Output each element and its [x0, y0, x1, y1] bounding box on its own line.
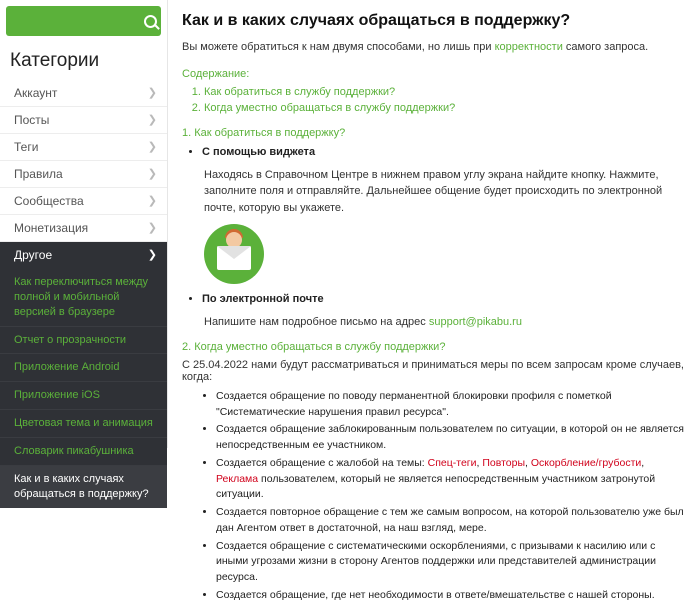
intro-paragraph: [182, 40, 686, 56]
toc-item[interactable]: [204, 100, 686, 117]
sidebar-subitem-glossary[interactable]: Словарик пикабушника: [0, 438, 167, 466]
rule-item: • Создается обращение с жалобой на темы: Спец-теги, Повторы, Оскорбление/грубости, Реклама пользователем, который не является непосредственным участником затронутой ситуации.: [216, 456, 686, 503]
toc-title: Содержание:: [182, 67, 250, 80]
sub-item-list: [0, 269, 167, 508]
rule-highlight: Спец-теги: [427, 456, 477, 469]
rule-item: • Создается повторное обращение с тем же самым вопросом, на которой пользователю уже был дан Агентом ответ в достаточной, на наш взгляд, мере.: [216, 505, 686, 537]
article-content: [168, 0, 700, 601]
search-button[interactable]: [139, 6, 161, 36]
rule-item: • Создается обращение, где нет необходимости в ответе/вмешательстве с нашей стороны.: [216, 588, 686, 604]
sidebar-item-other[interactable]: [0, 242, 167, 269]
rule-item: • Создается обращение по поводу перманентной блокировки профиля с пометкой "Систематические нарушения правил ресурса".: [216, 389, 686, 421]
envelope-icon: [217, 246, 251, 270]
bullet-widget: • С помощью виджета: [202, 145, 686, 161]
email-text-before: Напишите нам подробное письмо на адрес: [204, 316, 429, 329]
chevron-right-icon: ❯: [147, 194, 157, 207]
sidebar-item-monetization[interactable]: [0, 215, 167, 242]
chevron-right-icon: ❯: [147, 221, 157, 234]
support-widget-illustration: [204, 224, 264, 284]
search-icon: [144, 15, 157, 28]
intro-text-before: Вы можете обратиться к нам двумя способами, но лишь при: [182, 41, 495, 53]
chevron-right-icon: ❯: [147, 167, 157, 180]
sidebar-item-label: Посты: [14, 113, 50, 127]
sidebar-subitem-transparency-report[interactable]: Отчет о прозрачности: [0, 327, 167, 355]
rules-list: [182, 389, 686, 604]
sidebar-subitem-switch-version[interactable]: Как переключиться между полной и мобильной версией в браузере: [0, 269, 167, 327]
intro-text-after: самого запроса.: [562, 41, 649, 53]
policy-date-line: С 25.04.2022 нами будут рассматриваться и приниматься меры по всем запросам кроме случаев, когда:: [182, 358, 684, 383]
sidebar-subitem-contact-support[interactable]: Как и в каких случаях обращаться в поддержку?: [0, 466, 167, 509]
sidebar-item-label: Аккаунт: [14, 86, 58, 100]
widget-paragraph: Находясь в Справочном Центре в нижнем правом углу экрана найдите кнопку. Нажмите, заполните поля и отправляйте. Дальнейшее общение будет происходить по электронной почте, которую вы укажете.: [204, 168, 663, 214]
sidebar-item-rules[interactable]: [0, 161, 167, 188]
chevron-right-icon: ❯: [147, 140, 157, 153]
chevron-right-icon: ❯: [147, 86, 157, 99]
page-title: Как и в каких случаях обращаться в поддержку?: [182, 12, 571, 29]
correctness-link[interactable]: корректности: [494, 41, 563, 53]
search-input[interactable]: [14, 13, 139, 29]
support-email-link[interactable]: support@pikabu.ru: [428, 316, 522, 329]
section-1-heading: 1. Как обратиться в поддержку?: [182, 126, 346, 139]
category-list: [0, 80, 167, 269]
table-of-contents: [182, 84, 686, 117]
sidebar-item-label: Сообщества: [14, 194, 84, 208]
sidebar-item-communities[interactable]: [0, 188, 167, 215]
sidebar-item-label: Монетизация: [14, 221, 89, 235]
sidebar-subitem-android-app[interactable]: Приложение Android: [0, 354, 167, 382]
sidebar-item-label: Другое: [14, 248, 53, 262]
email-paragraph: [204, 314, 686, 331]
rule-item: • Создается обращение заблокированным пользователем по ситуации, в которой он не является непосредственным ее участником.: [216, 422, 686, 454]
sidebar-item-posts[interactable]: [0, 107, 167, 134]
sidebar-item-label: Правила: [14, 167, 63, 181]
rule-highlight: Оскорбление/грубости: [530, 456, 642, 469]
section-2-heading: 2. Когда уместно обращаться в службу поддержки?: [182, 340, 446, 353]
sidebar-subitem-ios-app[interactable]: Приложение iOS: [0, 382, 167, 410]
sidebar-item-tags[interactable]: [0, 134, 167, 161]
toc-link-1[interactable]: Как обратиться в службу поддержки?: [204, 85, 396, 98]
sidebar: [0, 0, 168, 500]
search-bar[interactable]: [6, 6, 161, 36]
rule-item: • Создается обращение с систематическими оскорблениями, с призывами к насилию или с иными угрозами жизни в сторону Агентов поддержки или представителей администрации ресурса.: [216, 539, 686, 586]
bullet-email: • По электронной почте: [202, 292, 686, 308]
chevron-right-icon: ❯: [147, 113, 157, 126]
search-field-wrapper[interactable]: [6, 6, 139, 36]
email-bullet-list: [182, 292, 686, 308]
toc-item[interactable]: [204, 84, 686, 101]
toc-link-2[interactable]: Когда уместно обращаться в службу поддержки?: [204, 102, 456, 115]
sidebar-item-account[interactable]: [0, 80, 167, 107]
sidebar-item-label: Теги: [14, 140, 39, 154]
sidebar-subitem-color-theme[interactable]: Цветовая тема и анимация: [0, 410, 167, 438]
widget-bullet-list: [182, 145, 686, 161]
rule-highlight: Повторы: [482, 456, 525, 469]
chevron-down-icon: ❯: [147, 248, 157, 261]
rule-highlight: Реклама: [216, 472, 259, 485]
categories-title: Категории: [10, 50, 100, 71]
